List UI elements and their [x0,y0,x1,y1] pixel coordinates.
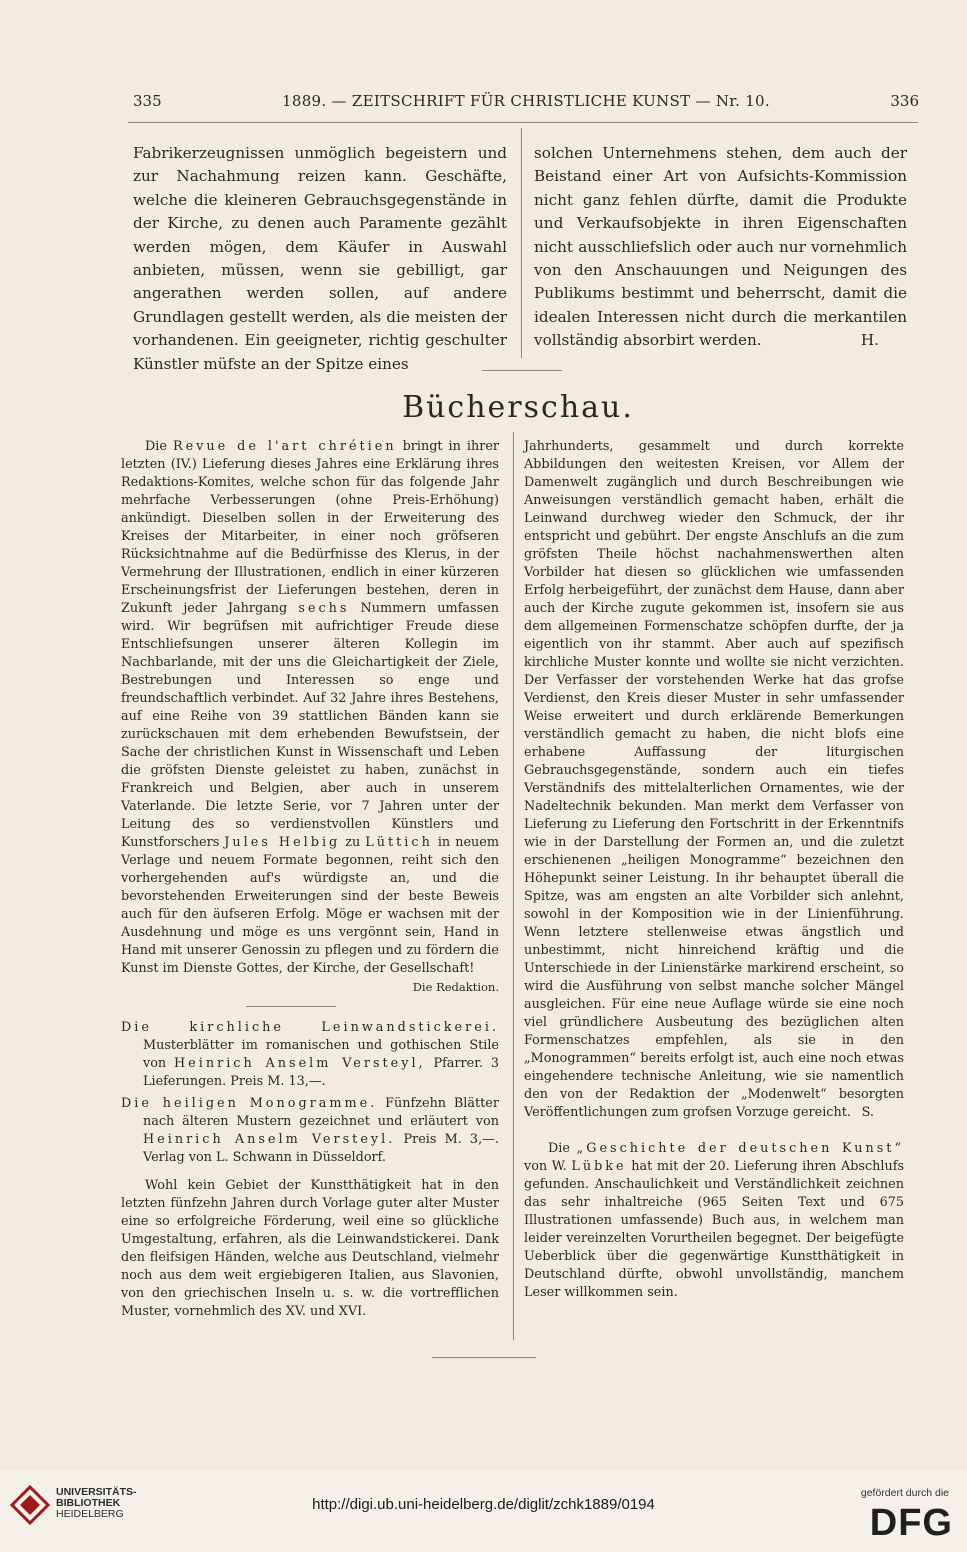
left-column [121,438,499,1321]
permalink[interactable]: http://digi.ub.uni-heidelberg.de/diglit/zchk1889/0194 [312,1496,655,1513]
page-number-left: 335 [133,92,162,110]
gesch-text-2: von W. [524,1159,567,1174]
book1-tail: Pfarrer. 3 Lieferungen. Preis M. 13,—. [143,1056,499,1089]
review-paragraph: Wohl kein Gebiet der Kunstthätigkeit hat in den letzten fünfzehn Jahren durch Vorlage guter alter Muster eine so erfolgreiche Förderung, weil eine so glückliche Umgestaltung, erfahren, als die Leinwandstickerei. Dank den fleifsigen Händen, welche aus Deutschland, vielmehr noch aus dem weit ergiebigeren Italien, aus Slavonien, von den griechischen Inseln u. s. w. die vortrefflichen Muster, vornehmlich des XV. und XVI. [121,1178,499,1319]
book1-entry [121,1019,499,1091]
revue-name: Revue de l'art chrétien [172,439,397,454]
book2-title: Die heiligen Monogramme. [121,1096,378,1111]
left-divider [246,1006,336,1007]
geschichte-paragraph [524,1140,904,1302]
signature-h: H. [860,331,879,350]
end-divider [432,1357,536,1358]
book2-rest: Fünfzehn Blätter nach älteren Mustern gezeichnet und erläutert von [143,1096,499,1129]
top-left-text: Fabrikerzeugnissen unmöglich begeistern und zur Nachahmung reizen kann. Geschäfte, welche die kleineren Gebrauchsgegenstände in der Kirche, zu denen auch Paramente gezählt werden mögen, dem Käufer in Auswahl anbieten, müssen, wenn sie gebilligt, gar angerathen werden sollen, auf andere Grundlagen gestellt werden, als die meisten der vorhandenen. Ein geeigneter, richtig geschulter Künstler müfste an der Spitze eines [133,144,507,373]
page-number-right: 336 [890,92,919,110]
signature-s: S. [861,1105,874,1120]
book2-tail: Preis M. 3,—. Verlag von L. Schwann in Düsseldorf. [143,1132,499,1165]
journal-title: 1889. — ZEITSCHRIFT FÜR CHRISTLICHE KUNST — Nr. 10. [282,92,770,110]
top-right-body: solchen Unternehmens stehen, dem auch der Beistand einer Art von Aufsichts-Kommission nicht ganz fehlen dürfte, damit die Produkte und Verkaufsobjekte in ihren Eigenschaften nicht ausschliefslich oder auch nur vornehmlich von den Anschauungen und Neigungen des Publikums bestimmt und beherrscht, damit die idealen Interessen nicht durch die merkantilen vollständig absorbirt werden. [534,144,907,350]
header-rule [128,122,918,123]
revue-text-2: bringt in ihrer letzten (IV.) Lieferung dieses Jahres eine Erklärung ihres Redaktions-Komites, welche schon für das folgende Jahr mehrfache Verbesserungen (ohne Preis-Erhöhung) ankündigt. Dieselben sollen in der Erweiterung des Kreises der Mitarbeiter, in einer noch gröfseren Rücksichtnahme auf die Bedürfnisse des Klerus, in der Vermehrung der Illustrationen, endlich in einer kürzeren Erscheinungsfrist der Lieferungen bestehen, deren in Zukunft jeder Jahrgang [121,439,500,616]
library-line-3: HEIDELBERG [56,1508,124,1520]
book1-rest: Musterblätter im romanischen und gothischen Stile von [143,1038,499,1071]
gesch-text-3: hat mit der 20. Lieferung ihren Abschlufs gefunden. Anschaulichkeit und Verständlichkeit zeichnen das sehr inhaltreiche (965 Seiten Text und 675 Illustrationen umfassende) Buch aus, in welchem man leider vereinzelten Vorurtheilen begegnet. Der beigefügte Ueberblick über die gegenwärtige Kunstthätigkeit in Deutschland dürfte, obwohl unvollständig, manchem Leser willkommen sein. [524,1159,905,1300]
library-line-1: UNIVERSITÄTS- [56,1486,137,1498]
funding-note: gefördert durch die [860,1487,949,1499]
revue-luettich: Lüttich [365,835,433,850]
redaktion-signature: Die Redaktion. [412,980,499,994]
column-divider [513,432,514,1340]
section-title: Bücherschau. [402,390,634,425]
top-left-column [133,142,507,376]
revue-sechs: sechs [298,601,350,616]
top-column-divider [521,128,522,358]
book1-title: Die kirchliche Leinwandstickerei. [121,1020,499,1035]
revue-text-5: in neuem Verlage und neuem Formate begonnen, reiht sich den vorhergehenden auf's würdigste an, und die bevorstehenden Erweiterungen sind der beste Beweis auch für den äufseren Erfolg. Möge er wachsen mit der Ausdehnung und möge es uns vergönnt sein, Hand in Hand mit unserer Genossin zu pflegen und zu fördern die Kunst im Dienste Gottes, der Kirche, der Gesellschaft! [121,835,499,976]
review-continuation [524,438,904,1122]
revue-text-3: Nummern umfassen wird. Wir begrüfsen mit aufrichtiger Freude diese Entschliefsungen unserer älteren Kollegin im Nachbarlande, mit der uns die Gleichartigkeit der Ziele, Bestrebungen und Interessen so enge und freundschaftlich verbindet. Auf 32 Jahre ihres Bestehens, auf eine Reihe von 39 stattlichen Bänden kann sie zurückschauen mit dem erhebenden Bewufstsein, der Sache der christlichen Kunst in Wissenschaft und Leben die gröfsten Dienste geleistet zu haben, zunächst in Frankreich und Belgien, aber auch in unserem Vaterlande. Die letzte Serie, vor 7 Jahren unter der Leitung des so verdienstvollen Künstlers und Kunstforschers [121,601,499,850]
book1-author: Heinrich Anselm Versteyl, [174,1056,426,1071]
book2-author: Heinrich Anselm Versteyl. [143,1132,396,1147]
gesch-title: „Geschichte der deutschen Kunst“ [576,1141,904,1156]
revue-text-4: zu [345,835,361,850]
book2-entry [121,1095,499,1167]
dfg-logo: DFG [869,1502,953,1544]
gesch-luebke: Lübke [571,1159,627,1174]
revue-paragraph [121,438,499,978]
revue-text-1: Die [145,439,167,454]
running-header [133,92,919,116]
gesch-text-1: Die [548,1141,570,1156]
top-right-column [534,142,907,353]
revue-helbig: Jules Helbig [224,835,341,850]
section-divider [482,370,562,371]
review-cont-text: Jahrhunderts, gesammelt und durch korrekte Abbildungen den weitesten Kreisen, vor Allem der Damenwelt zugänglich und durch Beschreibungen wie Anweisungen verständlich gemacht haben, erhält die Leinwand durchweg wieder den Schmuck, der ihr entspricht und gebührt. Der engste Anschlufs an die zum gröfsten Theile höchst nachahmenswerthen alten Vorbilder hat diesen so glücklichen wie umfassenden Erfolg herbeigeführt, der zunächst dem Hause, dann aber auch der Kirche zugute gekommen ist, insofern sie aus dem allgemeinen Formenschatze schöpfen durfte, der ja eigentlich von ihr stammt. Aber auch auf spezifisch kirchliche Muster konnte und wollte sie nicht verzichten. Der Verfasser der vorstehenden Werke hat das grofse Verdienst, den Kreis dieser Muster in sehr umfassender Weise erweitert und durch erklärende Bemerkungen verständlich gemacht zu haben, die nicht blofs eine erhabene Auffassung der liturgischen Gebrauchsgegenstände, sondern auch ein tiefes Verständnifs des mittelalterlichen Ornamentes, wie der Nadeltechnik bekunden. Man merkt dem Verfasser von Lieferung zu Lieferung den Fortschritt in der Erkenntnifs wie in der Darstellung der Formen an, und die zuletzt erschienenen „heiligen Monogramme“ bezeichnen den Höhepunkt seiner Leistung. In ihr behauptet überall die Spitze, was am engsten an alte Vorbilder sich anlehnt, sowohl in der Komposition wie in der Linienführung. Wenn letztere stellenweise etwas ängstlich und unbestimmt, nicht hinreichend kräftig und die Unterschiede in der Linienstärke markirend erscheint, so wird die Ausführung von selbst manche solcher Mängel ausgleichen. Für eine neue Auflage würde sie eine noch viel gründlichere Ausbeutung des bezüglichen alten Formenschatzes empfehlen, als sie in den „Monogrammen“ bereits erfolgt ist, auch eine noch etwas eingehendere technische Anleitung, wie sie namentlich den von der Redaktion der „Modenwelt“ besorgten Veröffentlichungen zum grofsen Vorzuge gereicht. [524,439,904,1120]
right-column [524,438,904,1302]
top-right-text [534,142,907,353]
library-line-2: BIBLIOTHEK [56,1497,121,1509]
